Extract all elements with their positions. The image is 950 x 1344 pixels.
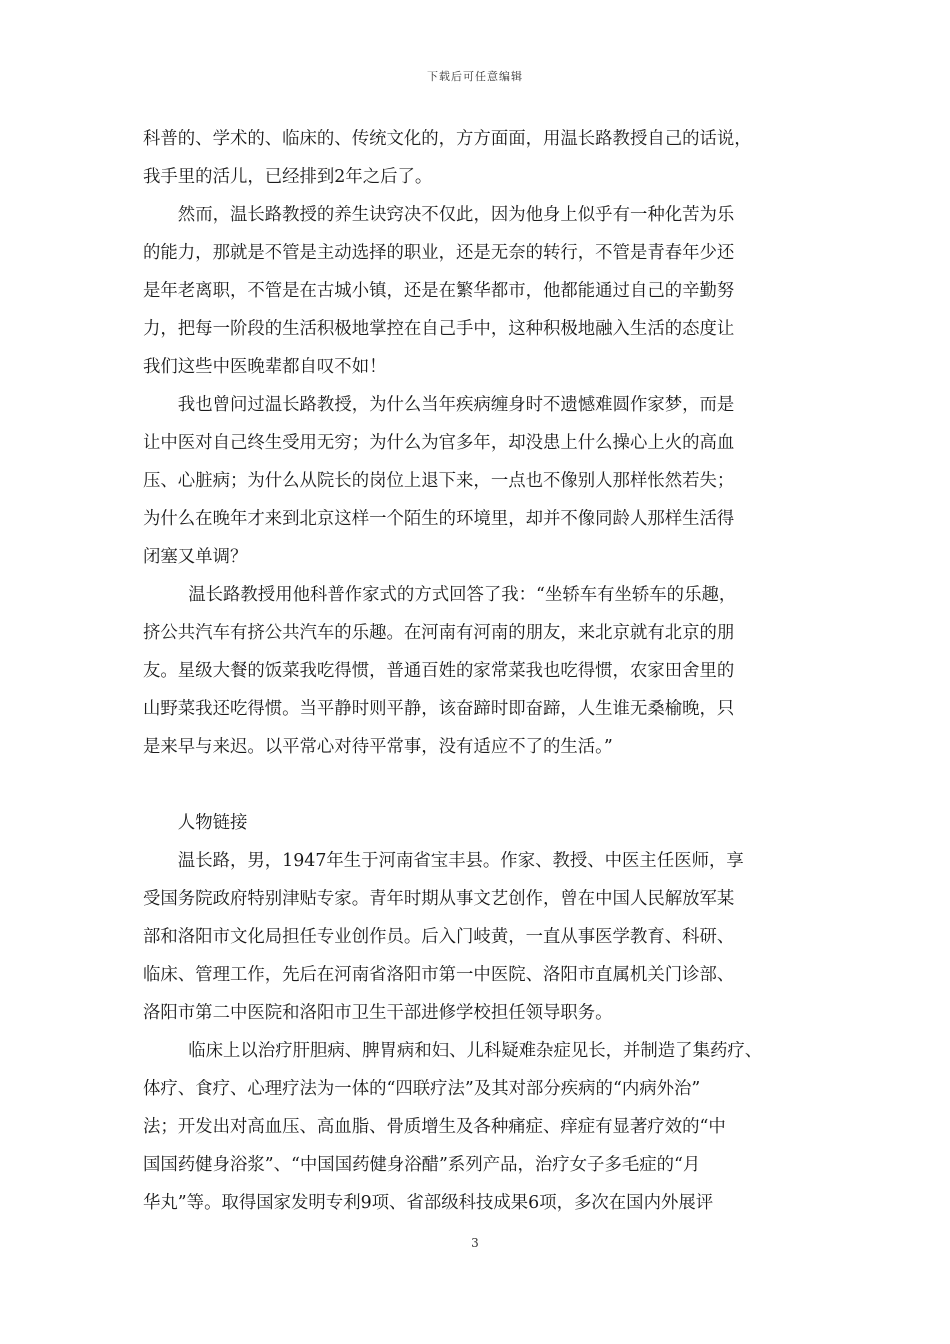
page-header-note: 下载后可任意编辑 — [427, 70, 523, 83]
paragraph-answer-quote — [143, 576, 808, 766]
section-heading-profile-link — [143, 804, 808, 842]
text-line: 我也曾问过温长路教授，为什么当年疾病缠身时不遗憾难圆作家梦，而是 — [177, 395, 735, 415]
text-line: 让中医对自己终生受用无穷；为什么为官多年，却没患上什么操心上火的高血 — [143, 433, 735, 453]
text-line: 体疗、食疗、心理疗法为一体的“四联疗法”及其对部分疾病的“内病外治” — [143, 1079, 701, 1099]
text-line: 力，把每一阶段的生活积极地掌控在自己手中，这种积极地融入生活的态度让 — [143, 319, 735, 339]
text-line: 然而，温长路教授的养生诀窍决不仅此，因为他身上似乎有一种化苦为乐 — [177, 205, 735, 225]
text-line: 受国务院政府特别津贴专家。青年时期从事文艺创作，曾在中国人民解放军某 — [143, 889, 735, 909]
paragraph-clinical — [143, 1032, 808, 1222]
paragraph-biography — [143, 842, 808, 1032]
text-line: 法；开发出对高血压、高血脂、骨质增生及各种痛症、痒症有显著疗效的“中 — [143, 1117, 726, 1137]
text-line: 我手里的活儿，已经排到2年之后了。 — [143, 167, 433, 187]
text-line: 山野菜我还吃得惯。当平静时则平静，该奋蹄时即奋蹄，人生谁无桑榆晚，只 — [143, 699, 735, 719]
text-line: 压、心脏病；为什么从院长的岗位上退下来，一点也不像别人那样怅然若失； — [143, 471, 735, 491]
text-line: 临床上以治疗肝胆病、脾胃病和妇、儿科疑难杂症见长，并制造了集药疗、 — [188, 1041, 763, 1061]
text-line: 科普的、学术的、临床的、传统文化的，方方面面，用温长路教授自己的话说， — [143, 129, 752, 149]
paragraph-health-secret — [143, 196, 808, 386]
text-line: 是年老离职，不管是在古城小镇，还是在繁华都市，他都能通过自己的辛勤努 — [143, 281, 735, 301]
paragraph-questions — [143, 386, 808, 576]
page-number: 3 — [471, 1236, 479, 1250]
text-line: 是来早与来迟。以平常心对待平常事，没有适应不了的生活。” — [143, 737, 613, 757]
document-body — [143, 120, 808, 1222]
text-line: 国国药健身浴浆”、“中国国药健身浴醋”系列产品，治疗女子多毛症的“月 — [143, 1155, 701, 1175]
blank-line — [143, 766, 808, 804]
paragraph-continuation — [143, 120, 808, 196]
text-line: 部和洛阳市文化局担任专业创作员。后入门岐黄，一直从事医学教育、科研、 — [143, 927, 735, 947]
text-line: 温长路，男，1947年生于河南省宝丰县。作家、教授、中医主任医师，享 — [177, 851, 744, 871]
text-line: 华丸”等。取得国家发明专利9项、省部级科技成果6项，多次在国内外展评 — [143, 1193, 714, 1213]
text-line: 温长路教授用他科普作家式的方式回答了我：“坐轿车有坐轿车的乐趣， — [188, 585, 737, 605]
section-heading: 人物链接 — [177, 813, 248, 833]
text-line: 挤公共汽车有挤公共汽车的乐趣。在河南有河南的朋友，来北京就有北京的朋 — [143, 623, 735, 643]
text-line: 洛阳市第二中医院和洛阳市卫生干部进修学校担任领导职务。 — [143, 1003, 613, 1023]
text-line: 的能力，那就是不管是主动选择的职业，还是无奈的转行，不管是青春年少还 — [143, 243, 735, 263]
text-line: 我们这些中医晚辈都自叹不如！ — [143, 357, 387, 377]
text-line: 闭塞又单调？ — [143, 547, 248, 567]
text-line: 临床、管理工作，先后在河南省洛阳市第一中医院、洛阳市直属机关门诊部、 — [143, 965, 735, 985]
text-line: 友。星级大餐的饭菜我吃得惯，普通百姓的家常菜我也吃得惯，农家田舍里的 — [143, 661, 735, 681]
text-line: 为什么在晚年才来到北京这样一个陌生的环境里，却并不像同龄人那样生活得 — [143, 509, 735, 529]
